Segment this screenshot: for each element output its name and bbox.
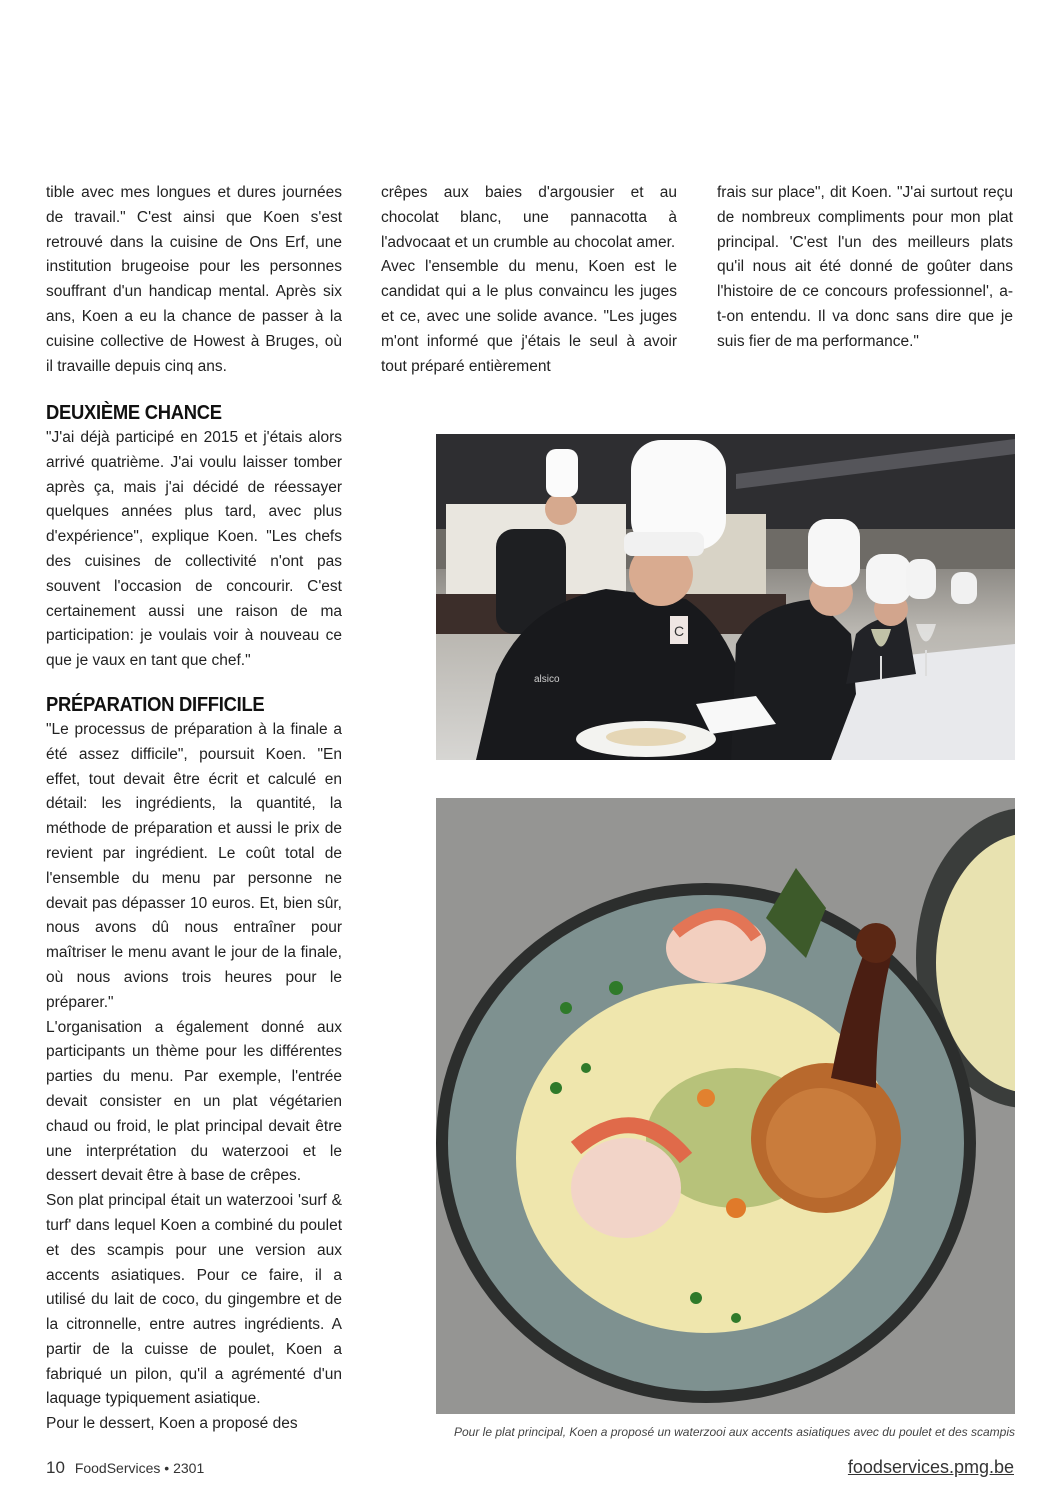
paragraph: Son plat principal était un waterzooi 'surf & turf' dans lequel Koen a combiné du poulet et des scampis pour une version aux accents asiatiques. Pour ce faire, il a utilisé du lait de coco, du gingembre et de la citronnelle, entre autres ingrédients. A partir de la cuisse de poulet, Koen a fabriqué un pilon, qu'il a agrémenté d'un laquage typiquement asiatique. <box>46 1192 342 1408</box>
paragraph: Avec l'ensemble du menu, Koen est le candidat qui a le plus convaincu les juges et ce, avec une solide avance. "Les juges m'ont informé que j'étais le seul à avoir tout préparé entièrement <box>381 258 677 375</box>
paragraph: "J'ai déjà participé en 2015 et j'étais alors arrivé quatrième. J'ai voulu laisser tomber après ça, mais j'ai décidé de réessayer quelques années plus tard, avec plus d'expérience", explique Koen. "Les chefs des cuisines de collectivité n'ont pas souvent l'occasion de concourir. C'est certainement aussi une raison de ma participation: je voulais voir à nouveau ce que je vaux en tant que chef." <box>46 429 342 670</box>
paragraph: L'organisation a également donné aux participants un thème pour les différentes parties du menu. Par exemple, l'entrée devait consister en un plat végétarien chaud ou froid, le plat principal devait être une interprétation du waterzooi et le dessert devait être à base de crêpes. <box>46 1018 342 1185</box>
magazine-issue: FoodServices • 2301 <box>74 1460 205 1476</box>
jacket-logo: alsico <box>534 674 560 685</box>
paragraph: "Le processus de préparation à la finale a été assez difficile", poursuit Koen. "En effet, tout devait être écrit et calculé en détail: les ingrédients, la quantité, la méthode de préparation et aussi le prix de revient par ingrédient. Le coût total de l'ensemble du menu par personne ne devait pas dépasser 10 euros. Et, bien sûr, nous avons dû nous entraîner pour maîtriser le menu avant le jour de la finale, où nous avions trois heures pour le préparer." <box>46 720 342 1011</box>
photo-waterzooi-dish <box>436 798 1015 1414</box>
page-number: 10 <box>46 1458 65 1477</box>
footer-left <box>46 1458 204 1478</box>
article-column-3-top <box>717 181 1013 355</box>
dish-illustration <box>436 798 1015 1414</box>
table-card-letter: C <box>674 623 685 639</box>
section-heading-preparation-difficile: PRÉPARATION DIFFICILE <box>46 693 265 716</box>
judges-illustration <box>436 434 1015 760</box>
paragraph: tible avec mes longues et dures journées de travail." C'est ainsi que Koen s'est retrouvé dans la cuisine de Ons Erf, une institution brugeoise pour les personnes souffrant d'un handicap mental. Après six ans, Koen a eu la chance de passer à la cuisine collective de Howest à Bruges, où il travaille depuis cinq ans. <box>46 184 342 375</box>
paragraph: crêpes aux baies d'argousier et au chocolat blanc, une pannacotta à l'advocaat et un crumble au chocolat amer. <box>381 184 677 251</box>
article-column-2-top <box>381 181 677 379</box>
paragraph: Pour le dessert, Koen a proposé des <box>46 1415 298 1433</box>
article-column-1-top <box>46 181 342 379</box>
photo-caption: Pour le plat principal, Koen a proposé un waterzooi aux accents asiatiques avec du poulet et des scampis <box>454 1425 1015 1439</box>
section-heading-deuxieme-chance: DEUXIÈME CHANCE <box>46 402 222 424</box>
paragraph: frais sur place", dit Koen. "J'ai surtout reçu de nombreux compliments pour mon plat principal. 'C'est l'un des meilleurs plats qu'il nous ait été donné de goûter dans l'histoire de ce concours professionnel', a-t-on entendu. Il va donc sans dire que je suis fier de ma performance." <box>717 184 1013 350</box>
article-column-1-main <box>46 400 342 1437</box>
website-link[interactable]: foodservices.pmg.be <box>847 1457 1014 1477</box>
photo-judges-tasting <box>436 434 1015 760</box>
